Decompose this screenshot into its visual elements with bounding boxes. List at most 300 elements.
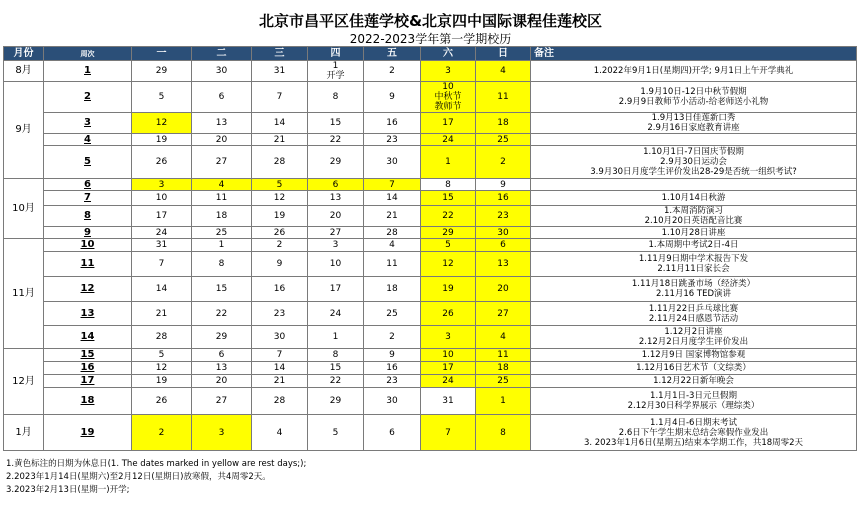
day-cell — [364, 227, 421, 239]
day-cell — [132, 227, 192, 239]
day-cell — [252, 362, 308, 375]
rest-day-cell — [252, 179, 308, 191]
day-cell — [252, 326, 308, 349]
day-cell — [364, 375, 421, 388]
day-cell — [252, 61, 308, 82]
day-cell — [252, 375, 308, 388]
day-cell — [132, 252, 192, 277]
note-line: 1.9月13日佳莲新口秀 — [651, 113, 736, 123]
day-text: 1 — [332, 61, 339, 71]
day-cell — [364, 82, 421, 113]
day-cell — [192, 277, 252, 302]
calendar-body — [4, 61, 857, 451]
notes-cell — [531, 146, 857, 179]
day-text: 10 — [442, 82, 454, 92]
day-text: 10 — [442, 350, 454, 360]
day-text: 31 — [273, 66, 286, 76]
day-cell — [252, 146, 308, 179]
day-cell — [192, 239, 252, 252]
day-text: 25 — [497, 376, 509, 386]
notes-cell — [531, 302, 857, 326]
calendar-table — [3, 46, 857, 451]
rest-day-cell — [421, 362, 476, 375]
day-text: 14 — [273, 118, 286, 128]
week-row — [4, 61, 857, 82]
notes-cell — [531, 349, 857, 362]
rest-day-cell — [476, 239, 531, 252]
day-text: 9 — [389, 350, 395, 360]
month-cell: 11月 — [4, 239, 44, 349]
rest-day-cell — [132, 415, 192, 451]
day-text: 8 — [332, 92, 339, 102]
week-number: 7 — [44, 191, 132, 206]
day-text: 18 — [497, 363, 509, 373]
day-text: 22 — [215, 308, 228, 319]
note-line: 2.12月30日科学界展示（理综类） — [627, 401, 760, 411]
day-text: 9 — [500, 179, 506, 190]
note-line: 2.10月20日英语配音比赛 — [644, 216, 743, 226]
day-text: 1 — [332, 332, 339, 342]
day-text: 开学 — [326, 71, 345, 81]
day-text: 21 — [273, 134, 286, 145]
day-text: 27 — [329, 227, 342, 238]
rest-day-cell — [476, 206, 531, 227]
day-text: 30 — [273, 332, 286, 342]
rest-day-cell — [421, 415, 476, 451]
note-line: 1.11月18日跳蚤市场（经济类） — [631, 279, 756, 289]
day-text: 4 — [276, 427, 283, 438]
day-text: 23 — [273, 308, 286, 319]
footer-note: 1.黄色标注的日期为休息日(1. The dates marked in yellow are rest days;); — [6, 459, 307, 469]
note-line: 2.11月16 TED演讲 — [655, 289, 732, 299]
rest-day-cell — [132, 113, 192, 134]
day-cell — [364, 61, 421, 82]
rest-day-cell — [476, 277, 531, 302]
day-cell — [308, 227, 364, 239]
note-line: 1.1月1日-3日元旦假期 — [650, 391, 737, 401]
day-cell — [364, 415, 421, 451]
week-row — [4, 302, 857, 326]
day-text: 14 — [155, 284, 168, 294]
day-cell — [308, 82, 364, 113]
rest-day-cell — [421, 302, 476, 326]
day-cell — [132, 61, 192, 82]
notes-cell — [531, 113, 857, 134]
week-row — [4, 146, 857, 179]
week-row — [4, 113, 857, 134]
day-text: 23 — [497, 211, 509, 221]
notes-cell — [531, 82, 857, 113]
month-cell: 10月 — [4, 179, 44, 239]
day-text: 7 — [276, 350, 283, 360]
day-cell — [132, 388, 192, 415]
month-column-header: 月份 — [4, 47, 44, 61]
rest-day-cell — [421, 277, 476, 302]
day-cell — [308, 362, 364, 375]
page-title: 北京市昌平区佳莲学校&北京四中国际课程佳莲校区 — [258, 12, 603, 30]
note-line: 1.本周期中考试2日-4日 — [648, 240, 739, 250]
day-cell — [192, 61, 252, 82]
day-text: 15 — [329, 118, 342, 128]
day-cell — [192, 227, 252, 239]
day-text: 教师节 — [434, 102, 462, 112]
week-number: 14 — [44, 326, 132, 349]
day-cell — [192, 326, 252, 349]
notes-cell — [531, 277, 857, 302]
day-text: 25 — [386, 308, 398, 319]
day-cell — [192, 113, 252, 134]
page-subtitle: 2022-2023学年第一学期校历 — [349, 32, 512, 46]
rest-day-cell — [476, 61, 531, 82]
day-text: 6 — [218, 350, 225, 360]
day-cell — [364, 146, 421, 179]
footer-note: 3.2023年2月13日(星期一)开学; — [6, 485, 130, 495]
note-line: 1.10月1日-7日国庆节假期 — [643, 147, 744, 157]
day-cell — [364, 326, 421, 349]
day-cell — [192, 362, 252, 375]
day-cell — [308, 415, 364, 451]
day-text: 11 — [497, 350, 509, 360]
rest-day-cell — [476, 146, 531, 179]
day-text: 16 — [273, 284, 286, 294]
rest-day-cell — [476, 349, 531, 362]
rest-day-cell — [421, 146, 476, 179]
day-cell — [364, 206, 421, 227]
day-cell — [132, 375, 192, 388]
day-column-header: 五 — [364, 47, 421, 61]
rest-day-cell — [476, 227, 531, 239]
note-line: 1.12月16日艺术节（文综类） — [636, 363, 751, 373]
note-line: 2.6日下午学生期末总结会寒假作业发出 — [618, 427, 769, 438]
notes-cell — [531, 415, 857, 451]
day-text: 16 — [386, 118, 398, 128]
rest-day-cell — [476, 326, 531, 349]
day-text: 11 — [497, 92, 509, 102]
week-number: 19 — [44, 415, 132, 451]
footer-notes — [6, 458, 306, 497]
month-cell: 9月 — [4, 82, 44, 179]
day-text: 15 — [329, 363, 342, 373]
day-text: 6 — [389, 427, 395, 438]
day-cell — [132, 302, 192, 326]
day-cell — [252, 227, 308, 239]
day-cell — [132, 134, 192, 146]
week-number: 11 — [44, 252, 132, 277]
day-text: 18 — [497, 118, 509, 128]
week-number: 15 — [44, 349, 132, 362]
rest-day-cell — [132, 179, 192, 191]
day-text: 27 — [497, 308, 509, 319]
note-line: 2.9月16日家庭教育讲座 — [647, 123, 740, 133]
day-cell — [132, 239, 192, 252]
rest-day-cell — [476, 252, 531, 277]
day-cell — [308, 134, 364, 146]
day-cell — [252, 302, 308, 326]
week-row — [4, 179, 857, 191]
day-text: 8 — [500, 427, 506, 438]
day-cell — [192, 375, 252, 388]
notes-cell — [531, 191, 857, 206]
week-number: 16 — [44, 362, 132, 375]
week-number: 2 — [44, 82, 132, 113]
day-text: 2 — [389, 332, 395, 342]
week-row — [4, 362, 857, 375]
day-cell — [252, 113, 308, 134]
note-line: 3.9月30日月度学生评价发出28-29是否统一组织考试? — [590, 167, 797, 177]
day-text: 5 — [445, 240, 451, 250]
day-cell — [308, 191, 364, 206]
day-text: 23 — [386, 376, 398, 386]
day-text: 24 — [442, 134, 454, 145]
week-row — [4, 191, 857, 206]
table-header-row — [4, 47, 857, 61]
week-column-header: 周次 — [44, 47, 132, 61]
day-text: 13 — [329, 193, 342, 203]
day-text: 30 — [386, 157, 398, 167]
notes-column-header: 备注 — [531, 47, 857, 61]
day-cell — [132, 326, 192, 349]
week-row — [4, 252, 857, 277]
rest-day-cell — [421, 252, 476, 277]
day-cell — [252, 191, 308, 206]
rest-day-cell — [476, 113, 531, 134]
rest-day-cell — [476, 82, 531, 113]
day-cell — [476, 179, 531, 191]
note-line: 3. 2023年1月6日(星期五)结束本学期工作，共18周零2天 — [583, 437, 804, 448]
day-text: 11 — [215, 193, 228, 203]
day-column-header: 六 — [421, 47, 476, 61]
day-text: 4 — [389, 240, 395, 250]
notes-cell — [531, 206, 857, 227]
day-cell — [364, 134, 421, 146]
day-text: 1 — [445, 157, 451, 167]
day-text: 10 — [329, 259, 342, 269]
day-text: 14 — [273, 363, 286, 373]
day-text: 13 — [215, 118, 228, 128]
day-cell — [132, 349, 192, 362]
notes-cell — [531, 362, 857, 375]
week-row — [4, 134, 857, 146]
note-line: 1.11月9日期中学术报告下发 — [638, 254, 749, 264]
day-cell — [192, 252, 252, 277]
day-text: 1 — [500, 396, 506, 406]
note-line: 2.11月24日感恩节活动 — [648, 313, 739, 324]
day-text: 17 — [329, 284, 342, 294]
day-text: 24 — [155, 227, 168, 238]
day-text: 24 — [329, 308, 342, 319]
day-cell — [252, 349, 308, 362]
day-text: 22 — [329, 376, 342, 386]
day-cell — [364, 277, 421, 302]
day-cell — [421, 388, 476, 415]
day-text: 22 — [442, 211, 454, 221]
day-cell — [192, 146, 252, 179]
note-line: 2.11月11日家长会 — [657, 264, 730, 274]
day-text: 8 — [332, 350, 339, 360]
day-cell — [252, 134, 308, 146]
day-cell — [252, 277, 308, 302]
day-text: 17 — [155, 211, 168, 221]
day-text: 12 — [442, 259, 454, 269]
notes-cell — [531, 61, 857, 82]
note-line: 1.10月14日秋游 — [661, 193, 726, 203]
rest-day-cell — [421, 349, 476, 362]
day-text: 14 — [386, 193, 398, 203]
note-line: 1.11月22日乒乓球比赛 — [648, 303, 739, 314]
rest-day-cell — [476, 362, 531, 375]
day-text: 26 — [273, 227, 286, 238]
day-cell — [192, 82, 252, 113]
day-text: 9 — [276, 259, 283, 269]
day-text: 中秋节 — [434, 92, 462, 102]
week-number: 1 — [44, 61, 132, 82]
rest-day-cell — [421, 134, 476, 146]
week-number: 5 — [44, 146, 132, 179]
day-text: 6 — [500, 240, 506, 250]
rest-day-cell — [192, 179, 252, 191]
rest-day-cell — [476, 191, 531, 206]
day-cell — [308, 239, 364, 252]
day-text: 12 — [273, 193, 286, 203]
week-row — [4, 326, 857, 349]
rest-day-cell — [476, 302, 531, 326]
day-cell — [364, 362, 421, 375]
day-text: 5 — [158, 350, 165, 360]
week-row — [4, 82, 857, 113]
day-cell — [252, 252, 308, 277]
day-cell — [364, 252, 421, 277]
day-text: 29 — [215, 332, 228, 342]
day-text: 29 — [442, 227, 454, 238]
day-cell — [364, 302, 421, 326]
day-column-header: 二 — [192, 47, 252, 61]
rest-day-cell — [364, 179, 421, 191]
day-cell — [308, 252, 364, 277]
day-column-header: 四 — [308, 47, 364, 61]
note-line: 1.10月28日讲座 — [661, 227, 726, 238]
week-number: 10 — [44, 239, 132, 252]
day-text: 3 — [158, 179, 165, 190]
day-text: 19 — [442, 284, 454, 294]
day-text: 7 — [158, 259, 165, 269]
day-cell — [308, 349, 364, 362]
day-cell — [252, 206, 308, 227]
week-number: 9 — [44, 227, 132, 239]
day-text: 26 — [155, 396, 168, 406]
footer-note: 2.2023年1月14日(星期六)至2月12日(星期日)放寒假，共4周零2天。 — [6, 472, 271, 482]
week-number: 12 — [44, 277, 132, 302]
day-cell — [308, 388, 364, 415]
day-cell — [364, 239, 421, 252]
day-text: 7 — [445, 427, 451, 438]
week-number: 8 — [44, 206, 132, 227]
day-cell — [308, 113, 364, 134]
rest-day-cell — [308, 179, 364, 191]
day-cell — [308, 277, 364, 302]
day-text: 12 — [155, 118, 168, 128]
day-text: 17 — [442, 118, 454, 128]
notes-cell — [531, 388, 857, 415]
note-line: 2.12月2日月度学生评价发出 — [638, 337, 749, 347]
day-text: 10 — [155, 193, 168, 203]
day-cell — [132, 206, 192, 227]
day-text: 21 — [155, 308, 168, 319]
rest-day-cell — [421, 227, 476, 239]
note-line: 1.2022年9月1日(星期四)开学; 9月1日上午开学典礼 — [593, 66, 794, 76]
day-cell — [308, 375, 364, 388]
rest-day-cell — [421, 206, 476, 227]
day-text: 3 — [445, 66, 451, 76]
day-text: 2 — [276, 240, 283, 250]
day-cell — [308, 61, 364, 82]
week-number: 4 — [44, 134, 132, 146]
rest-day-cell — [476, 388, 531, 415]
day-text: 26 — [442, 308, 454, 319]
day-text: 20 — [497, 284, 509, 294]
note-line: 1.1月4日-6日期末考试 — [650, 417, 737, 428]
rest-day-cell — [421, 191, 476, 206]
day-text: 5 — [332, 427, 339, 438]
day-text: 1 — [218, 240, 225, 250]
day-text: 7 — [276, 92, 283, 102]
day-text: 27 — [215, 396, 228, 406]
day-text: 5 — [276, 179, 283, 190]
note-line: 1.本周消防演习 — [663, 206, 724, 216]
week-row — [4, 227, 857, 239]
day-cell — [364, 349, 421, 362]
day-cell — [132, 146, 192, 179]
day-text: 13 — [215, 363, 228, 373]
week-number: 17 — [44, 375, 132, 388]
day-text: 31 — [155, 240, 168, 250]
day-cell — [308, 302, 364, 326]
day-text: 4 — [500, 332, 506, 342]
rest-day-cell — [421, 61, 476, 82]
day-text: 29 — [329, 157, 342, 167]
day-text: 30 — [386, 396, 398, 406]
day-cell — [132, 277, 192, 302]
day-text: 11 — [386, 259, 398, 269]
day-text: 30 — [215, 66, 228, 76]
notes-cell — [531, 326, 857, 349]
month-cell: 12月 — [4, 349, 44, 415]
week-number: 13 — [44, 302, 132, 326]
rest-day-cell — [421, 239, 476, 252]
day-text: 8 — [445, 179, 451, 190]
day-text: 26 — [155, 157, 168, 167]
day-text: 31 — [442, 396, 454, 406]
rest-day-cell — [476, 415, 531, 451]
day-text: 17 — [442, 363, 454, 373]
day-text: 3 — [332, 240, 339, 250]
note-line: 2.9月30日运动会 — [660, 157, 727, 167]
day-text: 8 — [218, 259, 225, 269]
notes-cell — [531, 375, 857, 388]
day-text: 22 — [329, 134, 342, 145]
day-text: 30 — [497, 227, 509, 238]
day-cell — [252, 415, 308, 451]
day-text: 21 — [386, 211, 398, 221]
notes-cell — [531, 252, 857, 277]
rest-day-cell — [421, 82, 476, 113]
day-text: 19 — [155, 376, 168, 386]
day-text: 28 — [155, 332, 168, 342]
week-row — [4, 239, 857, 252]
week-number: 6 — [44, 179, 132, 191]
month-cell: 1月 — [4, 415, 44, 451]
day-cell — [192, 302, 252, 326]
day-text: 29 — [329, 396, 342, 406]
